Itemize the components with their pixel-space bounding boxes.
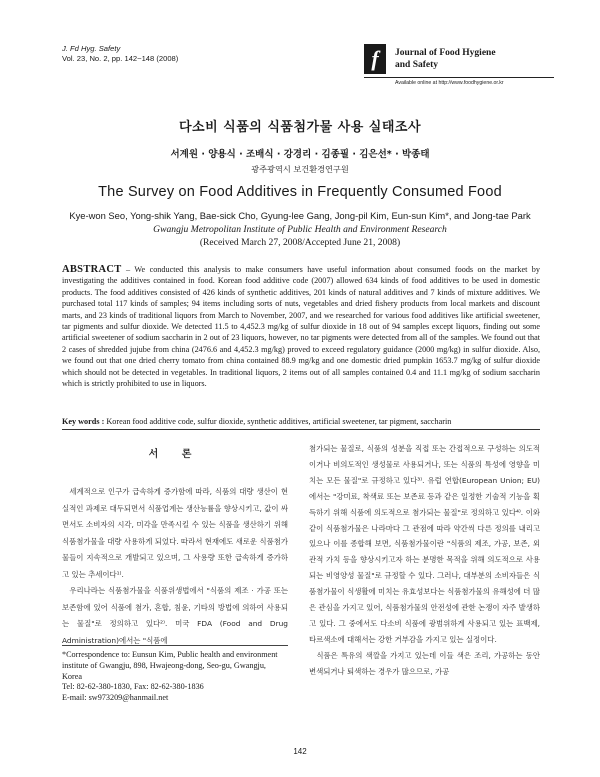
header-divider <box>364 77 554 78</box>
abstract-divider <box>62 429 540 430</box>
intro-paragraph-2: 우리나라는 식품첨가물을 식품위생법에서 "식품의 제조 · 가공 또는 보존함에 있어 식품에 첨가, 혼합, 침윤, 기타의 방법에 의하여 사용되는 물질"로 정의하고 있다²⁾. 미국 FDA (Food and Drug Administration)에서는 "식품에 <box>62 586 288 645</box>
keywords-text: Korean food additive code, sulfur dioxide, synthetic additives, artificial sweetener, tar pigment, saccharin <box>104 417 452 426</box>
correspondence-footnote <box>62 650 288 704</box>
received-accepted-dates: (Received March 27, 2008/Accepted June 21, 2008) <box>199 237 401 248</box>
correspondence-address: *Correspondence to: Eunsun Kim, Public health and environment institute of Gwangju, 898, Hwajeong-dong, Seo-gu, Gwangju, Korea <box>62 650 278 681</box>
journal-title <box>395 47 496 71</box>
journal-title-line1: Journal of Food Hygiene <box>395 48 496 58</box>
volume-issue-pages: Vol. 23, No. 2, pp. 142~148 (2008) <box>62 54 179 63</box>
keywords <box>62 416 540 427</box>
paper-title-korean: 다소비 식품의 식품첨가물 사용 실태조사 <box>178 120 422 135</box>
affiliation-korean: 광주광역시 보건환경연구원 <box>251 164 349 174</box>
intro-paragraph-3: 첨가되는 물질로, 식품의 성분을 직접 또는 간접적으로 구성하는 의도적이거나 비의도적인 생성물로 사용되거나, 또는 식품의 특성에 영향을 미치는 모든 물질"로 규정하고 있다³⁾. 유럽 연합(European Union; EU)에서는 "강미료, 착색료 또는 보존료 등과 같은 일정한 기술적 기능을 획득하기 위해 식품에 의도적으로 첨가되는 물질"로 정의하고 있다⁴⁾. 이와 같이 식품첨가물은 나라마다 그 관점에 따라 약간씩 다른 정의를 내리고 있으나 이를 종합해 보면, 식품첨가물이란 "식품의 제조, 가공, 보존, 외관적 가치 등을 향상시키고자 하는 분명한 목적을 위해 의도적으로 사용되는 비영양성 물질"로 규정할 수 있다. 그러나, 대부분의 소비자들은 식품첨가물이 식생활에 미치는 유효성보다는 식품첨가물의 유해성에 더 많은 관심을 가지고 있어, 식품첨가물의 안전성에 관한 논쟁이 자주 발생하고 있다. 그 중에서도 다소비 식품에 광범위하게 사용되고 있는 표백제, 타르색소에 대해서는 강한 거부감을 가지고 있는 실정이다. <box>309 444 540 644</box>
authors-english: Kye-won Seo, Yong-shik Yang, Bae-sick Cho, Gyung-lee Gang, Jong-pil Kim, Eun-sun Kim*, and Jong-tae Park <box>69 210 531 221</box>
intro-paragraph-1: 세계적으로 인구가 급속하게 증가함에 따라, 식품의 대량 생산이 현실적인 과제로 대두되면서 식품업계는 생산능률을 향상시키고, 값이 싸면서도 소비자의 시각, 미각을 만족시킬 수 있는 식품을 생산하기 위해 식품첨가물을 대량 사용하게 되었다. 따라서 현재에도 새로운 식품첨가물들이 지속적으로 개발되고 있으며, 그 사용량 또한 급속하게 증가하고 있는 추세이다¹⁾. <box>62 487 288 579</box>
left-column <box>62 445 288 649</box>
keywords-label: Key words : <box>62 417 105 426</box>
abstract-text: – We conducted this analysis to make consumers have useful information about consumed foods on the market by investigating the additives contained in food. Korean food additive code (2007) allowed 634 kinds of food additives to be used in domestic products. The food additives consisted of 426 kinds of synthetic additives, 201 kinds of natural additives and 7 kinds of mixture additives. We purchased total 117 kinds of samples; 94 items including sorts of nuts, vegetables and dried fishery products from local markets and discount marts, and 23 kinds of traditional liquors from March to November, 2007, and we researched for various food additives like artificial sweetener, tar pigments and sulfur dioxide. We detected 11.5 to 4,452.3 mg/kg of sulfur dioxide in 18 out of 94 samples except liquors, finding out some artificial sweetener of sodium saccharin in 2 out of 23 liquors, however, no tar pigments were detected from all of the samples. We found out that 2 cases of shredded jujube from china (2476.6 and 4,452.3 mg/kg) proved to exceed regulatory guidance (2000 mg/kg) in sulfur dioxide. Also, we found out that one dried cherry tomato from china contained 88.9 mg/kg and one domestic dried pumpkin 1653.7 mg/kg of sulfur dioxide which should not be detected in vegetables. In traditional liquors, 2 items out of all samples contained 0.4 and 11.1 mg/kg of sodium saccharin which is strictly prohibited to use in liquors. <box>62 265 540 389</box>
abstract <box>62 264 540 389</box>
logo-letter: f <box>371 46 379 71</box>
footnote-divider <box>62 645 288 646</box>
affiliation-english: Gwangju Metropolitan Institute of Public Health and Environment Research <box>153 224 447 235</box>
correspondence-email: E-mail: sw973209@hanmail.net <box>62 693 169 703</box>
journal-logo-icon <box>364 44 386 74</box>
paper-title-english: The Survey on Food Additives in Frequently Consumed Food <box>98 184 502 200</box>
journal-citation <box>62 44 178 64</box>
correspondence-phone-fax: Tel: 82-62-380-1830, Fax: 82-62-380-1836 <box>62 682 204 692</box>
page-number: 142 <box>293 747 307 756</box>
abstract-label: ABSTRACT <box>62 264 122 275</box>
right-column <box>309 441 540 680</box>
journal-title-line2: and Safety <box>395 60 439 70</box>
authors-korean: 서계원 · 양용식 · 조배식 · 강경리 · 김종필 · 김은선* · 박종태 <box>170 149 430 160</box>
intro-paragraph-4: 식품은 특유의 색깔을 가지고 있는데 이들 색은 조리, 가공하는 동안 변색되거나 퇴색하는 경우가 많으므로, 가공 <box>309 650 540 676</box>
available-online-link[interactable]: Available online at http://www.foodhygiene.or.kr <box>395 80 504 86</box>
journal-abbreviation: J. Fd Hyg. Safety <box>62 44 121 53</box>
section-heading-introduction: 서 론 <box>148 449 202 460</box>
